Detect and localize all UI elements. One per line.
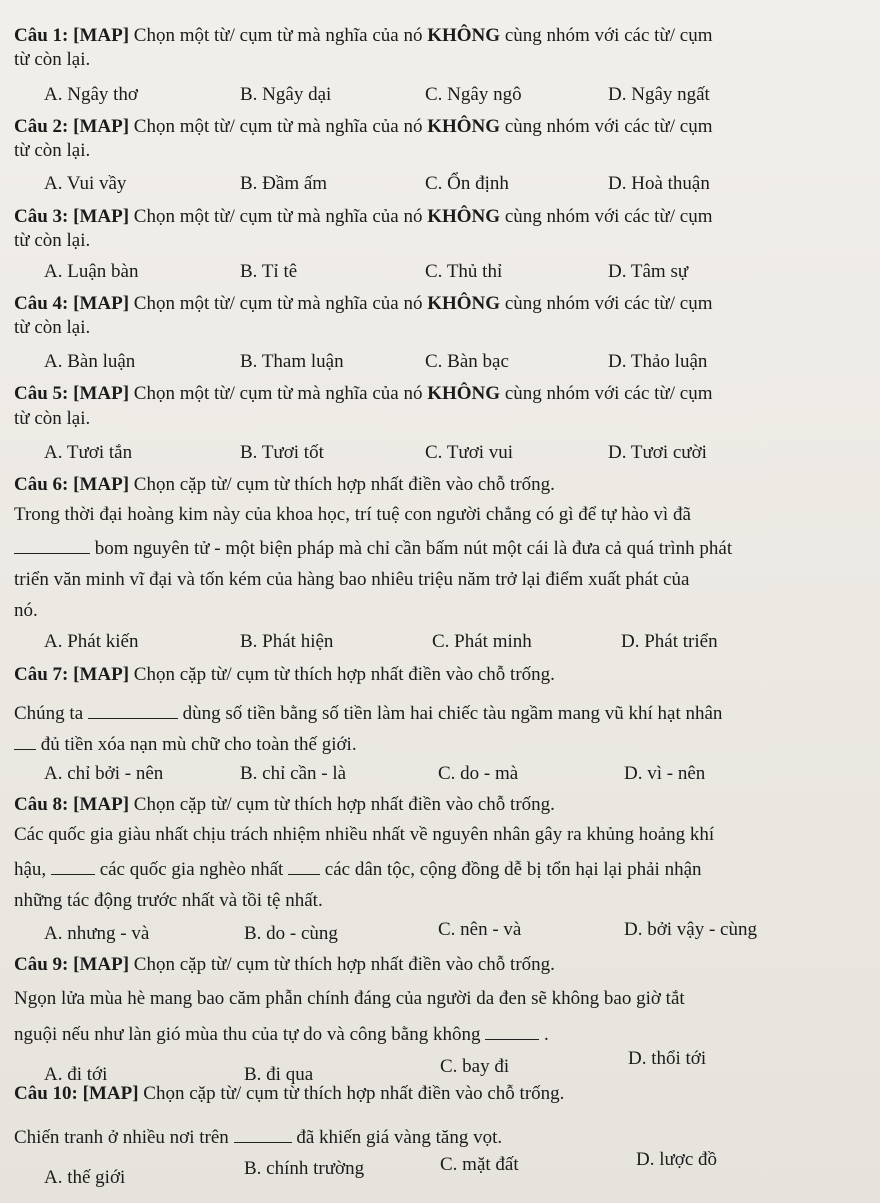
q1-option-d[interactable]: D. Ngây ngất [608,84,710,105]
question-5-cont: từ còn lại. [14,408,91,429]
question-8-line2: hậu, các quốc gia nghèo nhất các dân tộc, cộng đồng dễ bị tổn hại lại phải nhận [14,856,880,882]
q8-option-b[interactable]: B. do - cùng [244,923,338,944]
q5-option-d[interactable]: D. Tươi cười [608,442,707,463]
question-10-line1: Chiến tranh ở nhiều nơi trên đã khiến giá vàng tăng vọt. [14,1124,880,1150]
question-7-header: Câu 7: [MAP] Chọn cặp từ/ cụm từ thích hợp nhất điền vào chỗ trống. [14,664,555,685]
q1-option-c[interactable]: C. Ngây ngô [425,84,522,105]
q8-option-a[interactable]: A. nhưng - và [44,923,150,944]
q9-option-b[interactable]: B. đi qua [244,1064,314,1085]
q2-option-b[interactable]: B. Đầm ấm [240,173,328,194]
q4-option-a[interactable]: A. Bàn luận [44,351,136,372]
q6-option-a[interactable]: A. Phát kiến [44,631,139,652]
q9-option-a[interactable]: A. đi tới [44,1064,108,1085]
question-6-line1: Trong thời đại hoàng kim này của khoa học, trí tuệ con người chẳng có gì để tự hào vì đã [14,504,691,525]
q7-option-a[interactable]: A. chỉ bởi - nên [44,763,164,784]
q3-option-c[interactable]: C. Thủ thỉ [425,261,503,282]
q7-option-d[interactable]: D. vì - nên [624,763,706,784]
question-6-line2: bom nguyên tử - một biện pháp mà chỉ cần bấm nút một cái là đưa cả quá trình phát [14,535,880,561]
question-7-line2: đủ tiền xóa nạn mù chữ cho toàn thế giới. [14,731,880,757]
q5-option-a[interactable]: A. Tươi tắn [44,442,133,463]
q10-option-c[interactable]: C. mặt đất [440,1154,519,1175]
answer-blank[interactable] [51,856,95,875]
q9-option-d[interactable]: D. thổi tới [628,1048,707,1069]
question-2-header: Câu 2: [MAP] Chọn một từ/ cụm từ mà nghĩa của nó KHÔNG cùng nhóm với các từ/ cụm [14,116,713,137]
question-4-cont: từ còn lại. [14,317,91,338]
question-3-cont: từ còn lại. [14,230,91,251]
answer-blank[interactable] [234,1124,292,1143]
question-5-header: Câu 5: [MAP] Chọn một từ/ cụm từ mà nghĩa của nó KHÔNG cùng nhóm với các từ/ cụm [14,383,713,404]
q4-option-d[interactable]: D. Thảo luận [608,351,708,372]
answer-blank[interactable] [88,700,178,719]
q3-option-d[interactable]: D. Tâm sự [608,261,689,282]
question-10-header: Câu 10: [MAP] Chọn cặp từ/ cụm từ thích hợp nhất điền vào chỗ trống. [14,1083,565,1104]
q6-option-d[interactable]: D. Phát triển [621,631,718,652]
question-9-line2: nguội nếu như làn gió mùa thu của tự do và công bằng không . [14,1021,880,1047]
q9-option-c[interactable]: C. bay đi [440,1056,510,1077]
question-6-line3: triển văn minh vĩ đại và tốn kém của hàng bao nhiêu triệu năm trở lại điểm xuất phát của [14,569,690,590]
q4-option-c[interactable]: C. Bàn bạc [425,351,509,372]
q7-option-c[interactable]: C. do - mà [438,763,519,784]
q10-option-d[interactable]: D. lược đồ [636,1149,718,1170]
q10-option-a[interactable]: A. thế giới [44,1167,126,1188]
question-8-line1: Các quốc gia giàu nhất chịu trách nhiệm nhiều nhất về nguyên nhân gây ra khủng hoảng khí [14,824,715,845]
q3-option-a[interactable]: A. Luận bàn [44,261,139,282]
question-3-header: Câu 3: [MAP] Chọn một từ/ cụm từ mà nghĩa của nó KHÔNG cùng nhóm với các từ/ cụm [14,206,713,227]
question-6-header: Câu 6: [MAP] Chọn cặp từ/ cụm từ thích hợp nhất điền vào chỗ trống. [14,474,555,495]
q5-option-b[interactable]: B. Tươi tốt [240,442,324,463]
q2-option-d[interactable]: D. Hoà thuận [608,173,710,194]
q4-option-b[interactable]: B. Tham luận [240,351,344,372]
answer-blank[interactable] [14,535,90,554]
answer-blank[interactable] [14,731,36,750]
question-4-header: Câu 4: [MAP] Chọn một từ/ cụm từ mà nghĩa của nó KHÔNG cùng nhóm với các từ/ cụm [14,293,713,314]
question-1-header: Câu 1: [MAP] Chọn một từ/ cụm từ mà nghĩa của nó KHÔNG cùng nhóm với các từ/ cụm [14,25,713,46]
q6-option-c[interactable]: C. Phát minh [432,631,532,652]
answer-blank[interactable] [288,856,320,875]
q6-option-b[interactable]: B. Phát hiện [240,631,334,652]
q7-option-b[interactable]: B. chỉ cần - là [240,763,347,784]
question-9-line1: Ngọn lửa mùa hè mang bao căm phẫn chính đáng của người da đen sẽ không bao giờ tắt [14,988,685,1009]
question-tag: [MAP] [73,25,130,46]
question-label: Câu 1: [14,25,69,46]
question-8-line3: những tác động trước nhất và tồi tệ nhất. [14,890,323,911]
q3-option-b[interactable]: B. Tỉ tê [240,261,298,282]
question-7-line1: Chúng ta dùng số tiền bằng số tiền làm hai chiếc tàu ngầm mang vũ khí hạt nhân [14,700,880,726]
q5-option-c[interactable]: C. Tươi vui [425,442,514,463]
question-6-line4: nó. [14,600,38,621]
q8-option-c[interactable]: C. nên - và [438,919,522,940]
question-9-header: Câu 9: [MAP] Chọn cặp từ/ cụm từ thích hợp nhất điền vào chỗ trống. [14,954,555,975]
q8-option-d[interactable]: D. bởi vậy - cùng [624,919,757,940]
q1-option-a[interactable]: A. Ngây thơ [44,84,138,105]
q2-option-a[interactable]: A. Vui vầy [44,173,127,194]
q10-option-b[interactable]: B. chính trường [244,1158,365,1179]
question-8-header: Câu 8: [MAP] Chọn cặp từ/ cụm từ thích hợp nhất điền vào chỗ trống. [14,794,555,815]
q1-option-b[interactable]: B. Ngây dại [240,84,332,105]
question-1-cont: từ còn lại. [14,49,91,70]
question-2-cont: từ còn lại. [14,140,91,161]
answer-blank[interactable] [485,1021,539,1040]
q2-option-c[interactable]: C. Ổn định [425,173,509,194]
